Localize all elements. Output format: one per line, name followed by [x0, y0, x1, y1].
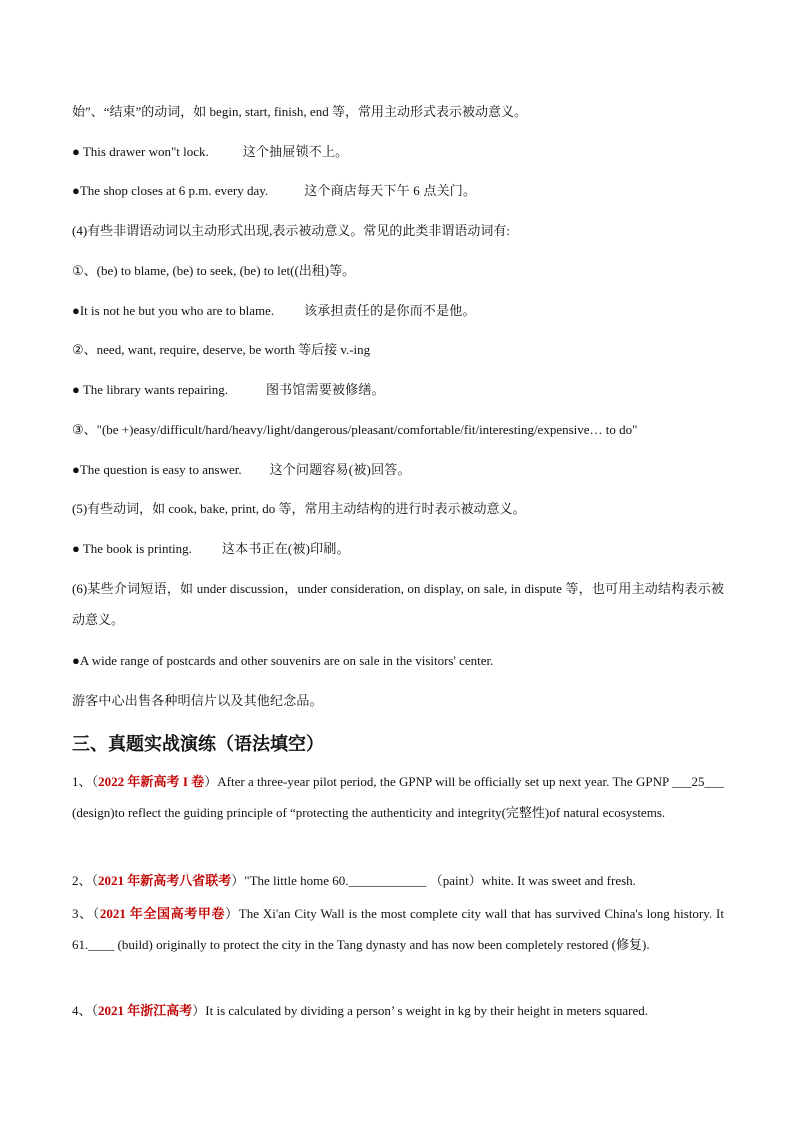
example-line [72, 381, 724, 399]
question-4: 4、（2021 年浙江高考）It is calculated by dividing a person’ s weight in kg by their height in meters squared. [72, 1003, 649, 1018]
example-line [72, 143, 724, 161]
text-line: (4)有些非谓语动词以主动形式出现,表示被动意义。常见的此类非谓语动词有: [72, 223, 511, 238]
example-cn: 游客中心出售各种明信片以及其他纪念品。 [72, 693, 323, 708]
answer-blank: 60.____________ [332, 873, 427, 888]
example-en: ●A wide range of postcards and other souvenirs are on sale in the visitors' center. [72, 653, 494, 668]
example-cn: 这个抽屉锁不上。 [242, 144, 349, 159]
example-cn: 图书馆需要被修缮。 [265, 382, 385, 397]
example-en: ● The book is printing. [72, 541, 192, 556]
question-source: 2022 年新高考 I 卷 [98, 774, 205, 789]
example-line [72, 302, 724, 320]
text-line: ③、"(be +)easy/difficult/hard/heavy/light/dangerous/pleasant/comfortable/fit/interesting/expensive… to do" [72, 422, 638, 437]
text-line: 始”、“结束”的动词，如 begin, start, finish, end 等，常用主动形式表示被动意义。 [72, 104, 527, 119]
example-line [72, 540, 724, 558]
section-heading: 三、真题实战演练（语法填空） [72, 734, 324, 755]
example-en: ●The shop closes at 6 p.m. every day. [72, 183, 269, 198]
example-cn: 该承担责任的是你而不是他。 [304, 303, 476, 318]
example-line [72, 182, 724, 200]
question-source: 2021 年全国高考甲卷 [99, 906, 226, 921]
example-cn: 这个问题容易(被)回答。 [269, 462, 411, 477]
text-line: ①、(be) to blame, (be) to seek, (be) to let((出租)等。 [72, 263, 356, 278]
example-en: ● The library wants repairing. [72, 382, 228, 397]
example-cn: 这个商店每天下午 6 点关门。 [304, 183, 477, 198]
answer-blank: ___25___ [672, 774, 724, 789]
question-3: 3、（2021 年全国高考甲卷）The Xi'an City Wall is the most complete city wall that has survived China's long history. It 61.____ (build) originally to protect the city in the Tang dynasty and has now been completely restored (修复). [72, 906, 724, 952]
example-en: ●The question is easy to answer. [72, 462, 242, 477]
question-1: 1、（2022 年新高考 I 卷）After a three-year pilot period, the GPNP will be officially set up next year. The GPNP ___25___ (design)to reflect the guiding principle of “protecting the authenticity and integrity(完整性)of natural ecosystems. [72, 774, 724, 820]
question-source: 2021 年浙江高考 [98, 1003, 193, 1018]
example-en: ●It is not he but you who are to blame. [72, 303, 275, 318]
example-en: ● This drawer won"t lock. [72, 144, 209, 159]
text-paragraph: (6)某些介词短语，如 under discussion，under consideration, on display, on sale, in dispute 等，也可用主动结构表示被动意义。 [72, 581, 724, 627]
question-source: 2021 年新高考八省联考 [98, 873, 232, 888]
example-cn: 这本书正在(被)印刷。 [221, 541, 350, 556]
example-line [72, 461, 724, 479]
question-2: 2、（2021 年新高考八省联考）"The little home 60.____________ （paint）white. It was sweet and fresh. [72, 873, 636, 888]
text-line: (5)有些动词，如 cook, bake, print, do 等，常用主动结构的进行时表示被动意义。 [72, 501, 526, 516]
answer-blank: 61.____ [72, 937, 115, 952]
text-line: ②、need, want, require, deserve, be worth 等后接 v.-ing [72, 342, 371, 357]
